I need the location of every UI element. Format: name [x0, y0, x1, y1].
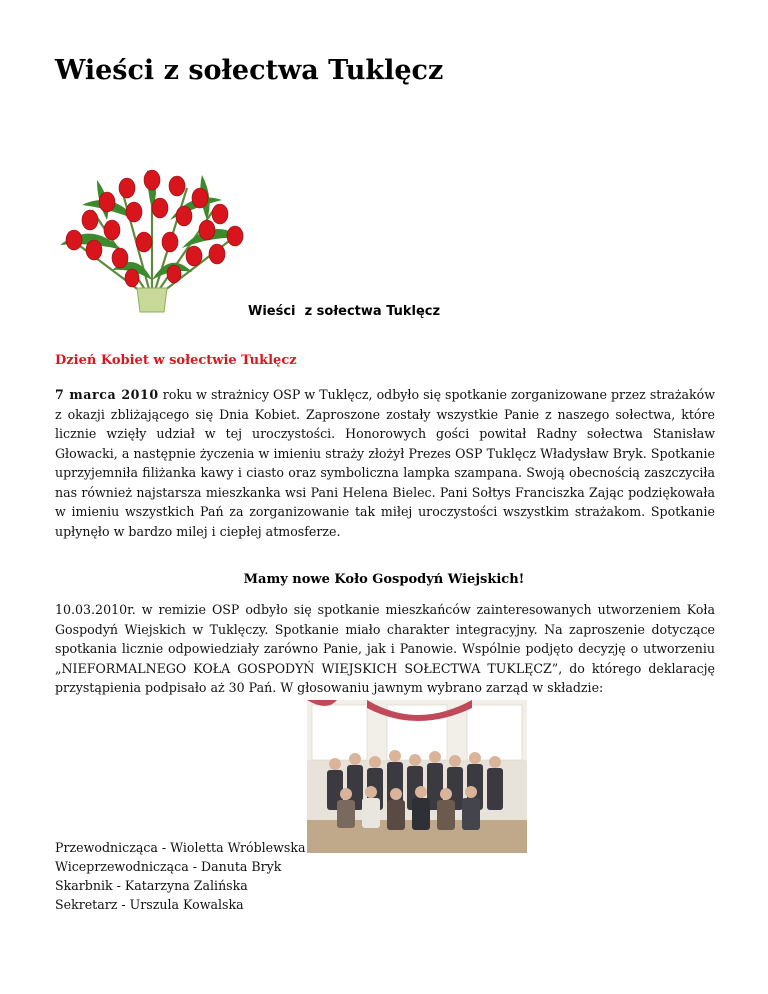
board-member-list [55, 838, 306, 914]
tulip-bouquet-image [52, 150, 252, 315]
paragraph-body: roku w strażnicy OSP w Tuklęcz, odbyło się spotkanie zorganizowane przez strażaków z okazji zbliżającego się Dnia Kobiet. Zaproszone zostały wszystkie Panie z naszego sołectwa, które licznie wzięły udział w tej uroczystości. Honorowych gości powitał Radny sołectwa Stanisław Głowacki, a następnie życzenia w imieniu straży złożył Prezes OSP Tuklęcz Władysław Bryk. Spotkanie uprzyjemniła filiżanka kawy i ciasto oraz symboliczna lampka szampana. Swoją obecnością zaszczyciła nas również najstarsza mieszkanka wsi Pani Helena Bielec. Pani Sołtys Franciszka Zając podziękowała w imieniu wszystkich Pań za zorganizowanie tak miłej uroczystości wszystkim strażakom. Spotkanie upłynęło w bardzo milej i ciepłej atmosferze. [55, 387, 716, 539]
subtitle: Wieści z sołectwa Tuklęcz [248, 304, 441, 319]
paragraph-housewives-circle: 10.03.2010r. w remizie OSP odbyło się spotkanie mieszkańców zainteresowanych utworzeniem Koła Gospodyń Wiejskich w Tuklęczy. Spotkanie miało charakter integracyjny. Na zaproszenie dotyczące spotkania licznie odpowiedziały zarówno Panie, jak i Panowie. Wspólnie podjęto decyzję o utworzeniu „NIEFORMALNEGO KOŁA GOSPODYŃ WIEJSKICH SOŁECTWA TUKLĘCZ”, do którego deklarację przystąpienia podpisało aż 30 Pań. W głosowaniu jawnym wybrano zarząd w składzie: [55, 602, 715, 695]
group-photo [307, 700, 527, 853]
section-heading-womens-day: Dzień Kobiet w sołectwie Tuklęcz [55, 353, 297, 368]
list-item: Sekretarz - Urszula Kowalska [55, 897, 244, 912]
list-item: Skarbnik - Katarzyna Zalińska [55, 878, 248, 893]
section-heading-housewives-circle: Mamy nowe Koło Gospodyń Wiejskich! [243, 572, 525, 587]
page-title: Wieści z sołectwa Tuklęcz [55, 55, 444, 86]
list-item: Wiceprzewodnicząca - Danuta Bryk [55, 859, 282, 874]
date-lead: 7 marca 2010 [55, 387, 159, 402]
list-item: Przewodnicząca - Wioletta Wróblewska [55, 840, 306, 855]
paragraph-womens-day [55, 385, 715, 541]
